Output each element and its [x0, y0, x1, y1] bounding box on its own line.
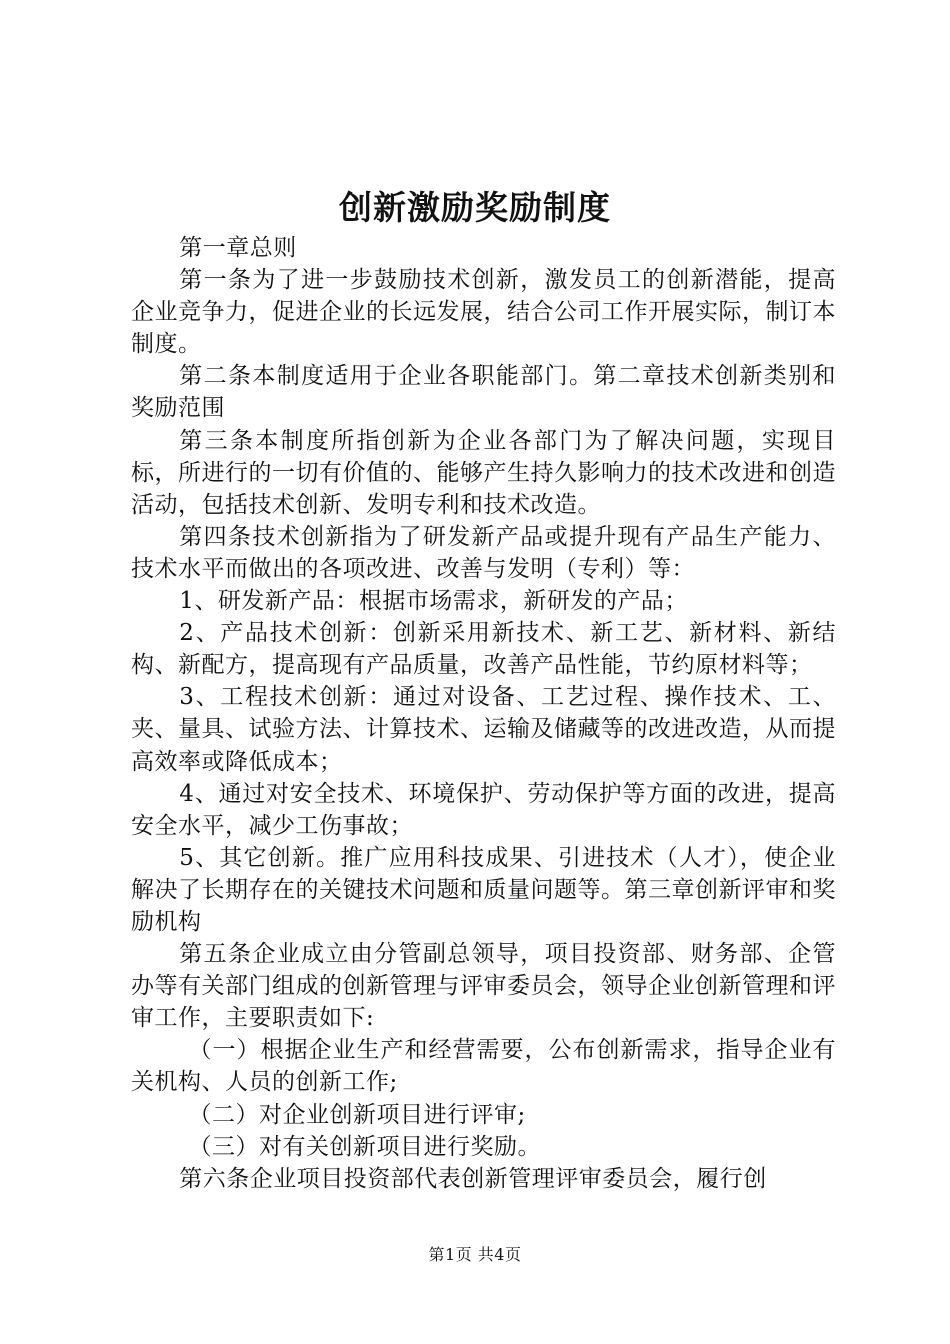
list-item: 4、通过对安全技术、环境保护、劳动保护等方面的改进，提高安全水平，减少工伤事故；: [131, 780, 836, 839]
article-paragraph: 第六条企业项目投资部代表创新管理评审委员会，履行创: [179, 1165, 767, 1192]
list-item: 2、产品技术创新：创新采用新技术、新工艺、新材料、新结构、新配方，提高现有产品质量，改善产品性能，节约原材料等；: [131, 620, 836, 679]
article-paragraph: 第二条本制度适用于企业各职能部门。第二章技术创新类别和奖励范围: [131, 363, 836, 422]
page-number-footer: 第1页 共4页: [428, 1245, 522, 1264]
document-body: [131, 232, 836, 1195]
list-item: 1、研发新产品：根据市场需求，新研发的产品；: [179, 588, 688, 615]
list-item: （二）对企业创新项目进行评审;: [188, 1101, 526, 1128]
article-paragraph: 第一条为了进一步鼓励技术创新，激发员工的创新潜能，提高企业竞争力，促进企业的长远发展，结合公司工作开展实际，制订本制度。: [131, 267, 836, 358]
list-item: （一）根据企业生产和经营需要，公布创新需求，指导企业有关机构、人员的创新工作;: [131, 1037, 836, 1096]
document-title: 创新激励奖励制度: [339, 188, 611, 227]
list-item: 3、工程技术创新：通过对设备、工艺过程、操作技术、工、夹、量具、试验方法、计算技术、运输及储藏等的改进改造，从而提高效率或降低成本；: [131, 684, 836, 775]
list-item: （三）对有关创新项目进行奖励。: [188, 1133, 541, 1160]
article-paragraph: 第三条本制度所指创新为企业各部门为了解决问题，实现目标，所进行的一切有价值的、能够产生持久影响力的技术改进和创造活动，包括技术创新、发明专利和技术改造。: [131, 427, 836, 518]
list-item: 5、其它创新。推广应用科技成果、引进技术（人才），使企业解决了长期存在的关键技术问题和质量问题等。第三章创新评审和奖励机构: [131, 844, 836, 935]
article-paragraph: 第四条技术创新指为了研发新产品或提升现有产品生产能力、技术水平而做出的各项改进、改善与发明（专利）等：: [131, 523, 836, 582]
chapter-heading: 第一章总则: [179, 235, 297, 261]
article-paragraph: 第五条企业成立由分管副总领导，项目投资部、财务部、企管办等有关部门组成的创新管理与评审委员会，领导企业创新管理和评审工作，主要职责如下:: [131, 941, 836, 1032]
